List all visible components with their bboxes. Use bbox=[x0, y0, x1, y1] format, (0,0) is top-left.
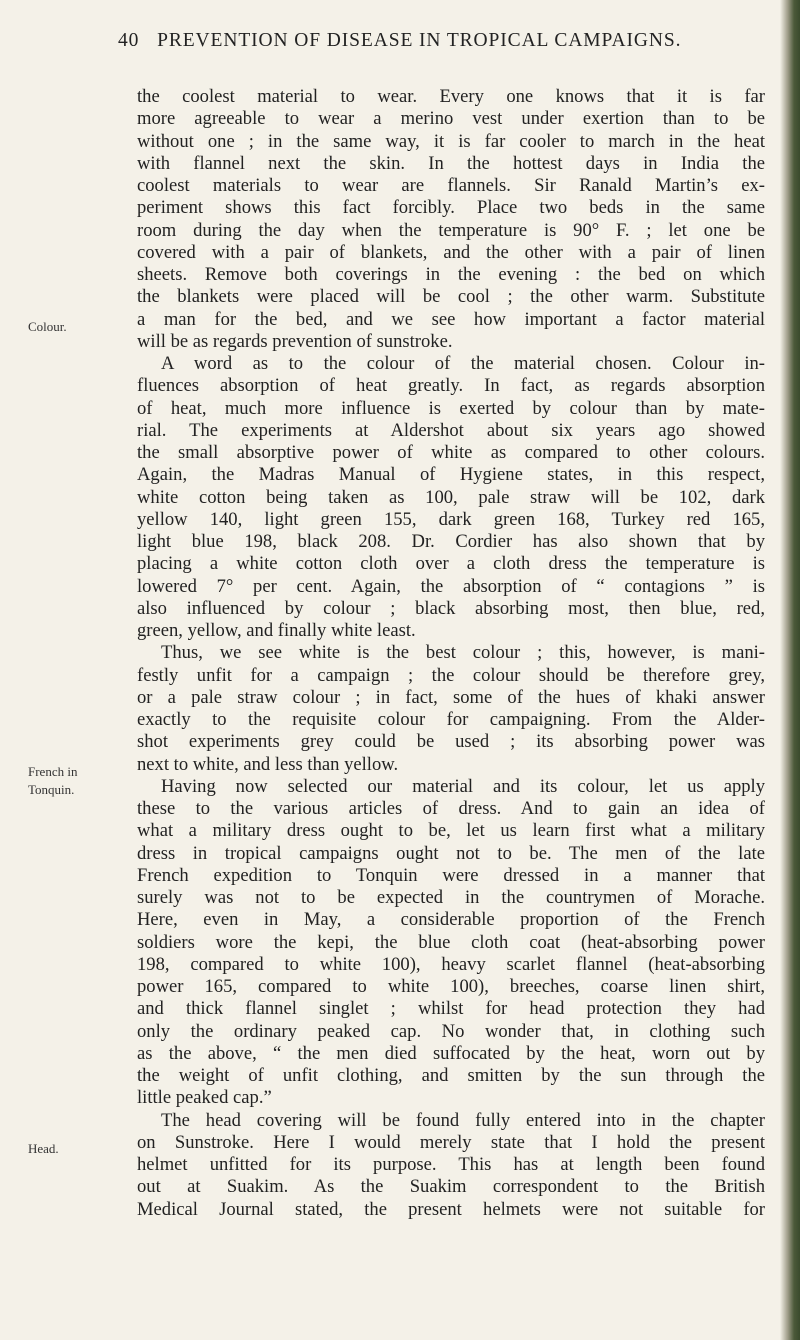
text-line: dress in tropical campaigns ought not to be. The men of the late bbox=[137, 842, 765, 864]
text-line: fluences absorption of heat greatly. In fact, as regards absorption bbox=[137, 375, 765, 397]
text-line: 198, compared to white 100), heavy scarlet flannel (heat-absorbing bbox=[137, 953, 765, 975]
text-line: what a military dress ought to be, let us learn first what a military bbox=[137, 820, 765, 842]
text-line: exactly to the requisite colour for campaigning. From the Alder- bbox=[137, 709, 765, 730]
text-line: white cotton being taken as 100, pale straw will be 102, dark bbox=[137, 486, 765, 508]
text-line: Medical Journal stated, the present helmets were not suitable for bbox=[137, 1198, 765, 1220]
text-line: more agreeable to wear a merino vest under exertion than to be bbox=[137, 108, 765, 130]
text-line: covered with a pair of blankets, and the other with a pair of linen bbox=[137, 241, 765, 263]
text-line: rial. The experiments at Aldershot about six years ago showed bbox=[137, 419, 765, 441]
text-line: lowered 7° per cent. Again, the absorption of “ contagions ” is bbox=[137, 575, 765, 597]
text-line: next to white, and less than yellow. bbox=[137, 753, 399, 775]
text-line: these to the various articles of dress. And to gain an idea of bbox=[137, 798, 765, 819]
text-line: coolest materials to wear are flannels. Sir Ranald Martin’s ex- bbox=[137, 175, 765, 196]
text-line: shot experiments grey could be used ; its absorbing power was bbox=[137, 731, 765, 753]
text-line: without one ; in the same way, it is far cooler to march in the heat bbox=[137, 130, 765, 152]
text-line: periment shows this fact forcibly. Place two beds in the same bbox=[137, 197, 765, 219]
text-line: as the above, “ the men died suffocated by the heat, worn out by bbox=[137, 1042, 765, 1064]
text-line: will be as regards prevention of sunstroke. bbox=[137, 330, 453, 352]
text-line: or a pale straw colour ; in fact, some of the hues of khaki answer bbox=[137, 686, 765, 708]
text-line: green, yellow, and finally white least. bbox=[137, 620, 416, 641]
text-line: on Sunstroke. Here I would merely state that I hold the present bbox=[137, 1131, 765, 1153]
margin-note-french-in: French in bbox=[28, 764, 78, 779]
text-line: Thus, we see white is the best colour ; this, however, is mani- bbox=[161, 642, 765, 664]
text-line: light blue 198, black 208. Dr. Cordier has also shown that by bbox=[137, 531, 765, 552]
text-line: French expedition to Tonquin were dressed in a manner that bbox=[137, 864, 765, 886]
text-line: a man for the bed, and we see how important a factor material bbox=[137, 308, 765, 330]
text-line: with flannel next the skin. In the hottest days in India the bbox=[137, 152, 765, 174]
book-binding-edge bbox=[780, 0, 800, 1340]
text-line: the coolest material to wear. Every one knows that it is far bbox=[137, 86, 765, 107]
text-line: Again, the Madras Manual of Hygiene states, in this respect, bbox=[137, 464, 765, 486]
text-line: yellow 140, light green 155, dark green 168, Turkey red 165, bbox=[137, 508, 765, 530]
text-line: of heat, much more influence is exerted by colour than by mate- bbox=[137, 397, 765, 419]
page-number: 40 bbox=[118, 30, 140, 51]
margin-note-head: Head. bbox=[28, 1141, 59, 1156]
text-line: sheets. Remove both coverings in the evening : the bed on which bbox=[137, 264, 765, 285]
text-line: power 165, compared to white 100), breeches, coarse linen shirt, bbox=[137, 976, 765, 997]
text-line: the blankets were placed will be cool ; the other warm. Substitute bbox=[137, 286, 765, 308]
text-line: the weight of unfit clothing, and smitten by the sun through the bbox=[137, 1065, 765, 1086]
text-line: and thick flannel singlet ; whilst for head protection they had bbox=[137, 998, 765, 1020]
text-line: room during the day when the temperature is 90° F. ; let one be bbox=[137, 219, 765, 241]
text-line: the small absorptive power of white as compared to other colours. bbox=[137, 442, 765, 463]
text-line: only the ordinary peaked cap. No wonder that, in clothing such bbox=[137, 1020, 765, 1042]
text-line: A word as to the colour of the material chosen. Colour in- bbox=[161, 353, 765, 374]
text-line: soldiers wore the kepi, the blue cloth coat (heat-absorbing power bbox=[137, 931, 765, 953]
text-line: out at Suakim. As the Suakim correspondent to the British bbox=[137, 1176, 765, 1198]
text-line: The head covering will be found fully entered into in the chapter bbox=[161, 1109, 765, 1131]
margin-note-colour: Colour. bbox=[28, 319, 67, 334]
text-line: helmet unfitted for its purpose. This has at length been found bbox=[137, 1154, 765, 1175]
text-line: Here, even in May, a considerable proportion of the French bbox=[137, 909, 765, 931]
body-text bbox=[137, 86, 765, 1221]
running-head bbox=[118, 30, 778, 52]
text-line: placing a white cotton cloth over a cloth dress the temperature is bbox=[137, 553, 765, 575]
text-line: festly unfit for a campaign ; the colour should be therefore grey, bbox=[137, 664, 765, 686]
text-line: surely was not to be expected in the countrymen of Morache. bbox=[137, 887, 765, 908]
text-line: also influenced by colour ; black absorbing most, then blue, red, bbox=[137, 597, 765, 619]
text-line: Having now selected our material and its colour, let us apply bbox=[161, 775, 765, 797]
running-title: PREVENTION OF DISEASE IN TROPICAL CAMPAIGNS. bbox=[157, 30, 682, 51]
text-line: little peaked cap.” bbox=[137, 1087, 272, 1109]
margin-note-tonquin: Tonquin. bbox=[28, 782, 75, 797]
